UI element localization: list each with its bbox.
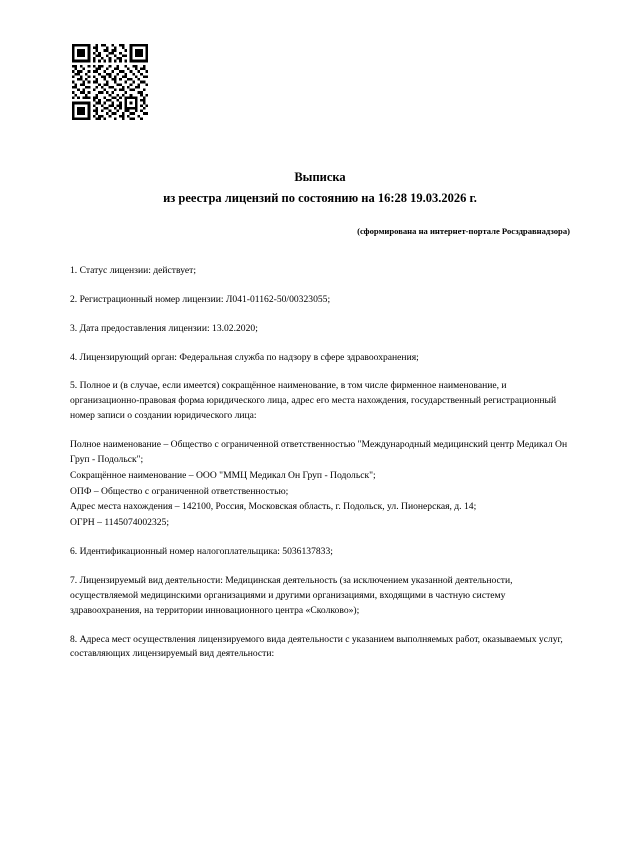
entity-legal-form: ОПФ – Общество с ограниченной ответственностью; (70, 485, 289, 497)
clause-activity-type: 7. Лицензируемый вид деятельности: Медицинская деятельность (за исключением указанной деятельности, осуществляемой медицинскими организациями и другими организациями, входящими в частную систему здравоохранения, на территории инновационного центра «Сколково»); (70, 575, 513, 616)
qr-code-icon (72, 44, 148, 120)
entity-address: Адрес места нахождения – 142100, Россия, Московская область, г. Подольск, ул. Пионерская, д. 14; (70, 501, 477, 513)
title-block (70, 168, 570, 208)
document-body (70, 264, 570, 676)
clause-issue-date: 3. Дата предоставления лицензии: 13.02.2020; (70, 322, 258, 334)
clause-entity-heading: 5. Полное и (в случае, если имеется) сокращённое наименование, в том числе фирменное наименование, и организационно-правовая форма юридического лица, адрес его места нахождения, государственный регистрационный номер записи о создании юридического лица: (70, 380, 557, 422)
entity-details (70, 438, 570, 531)
qr-code-svg (72, 44, 148, 120)
clause-inn: 6. Идентификационный номер налогоплательщика: 5036137833; (70, 546, 333, 558)
formed-note: (сформирована на интернет-портале Росздравнадзора) (357, 226, 570, 236)
clause-status: 1. Статус лицензии: действует; (70, 265, 196, 276)
entity-short-name: Сокращённое наименование – ООО "ММЦ Медикал Он Груп - Подольск"; (70, 469, 376, 481)
page-subtitle: из реестра лицензий по состоянию на 16:28 19.03.2026 г. (163, 190, 477, 205)
page-title: Выписка (294, 170, 346, 184)
entity-full-name: Полное наименование – Общество с ограниченной ответственностью "Международный медицинский центр Медикал Он Груп - Подольск"; (70, 439, 568, 465)
clause-activity-addresses: 8. Адреса мест осуществления лицензируемого вида деятельности с указанием выполняемых работ, оказываемых услуг, составляющих лицензируемый вид деятельности: (70, 633, 563, 660)
entity-ogrn: ОГРН – 1145074002325; (70, 517, 170, 529)
clause-licensing-authority: 4. Лицензирующий орган: Федеральная служба по надзору в сфере здравоохранения; (70, 351, 419, 363)
clause-registration-number: 2. Регистрационный номер лицензии: Л041-01162-50/00323055; (70, 293, 331, 305)
